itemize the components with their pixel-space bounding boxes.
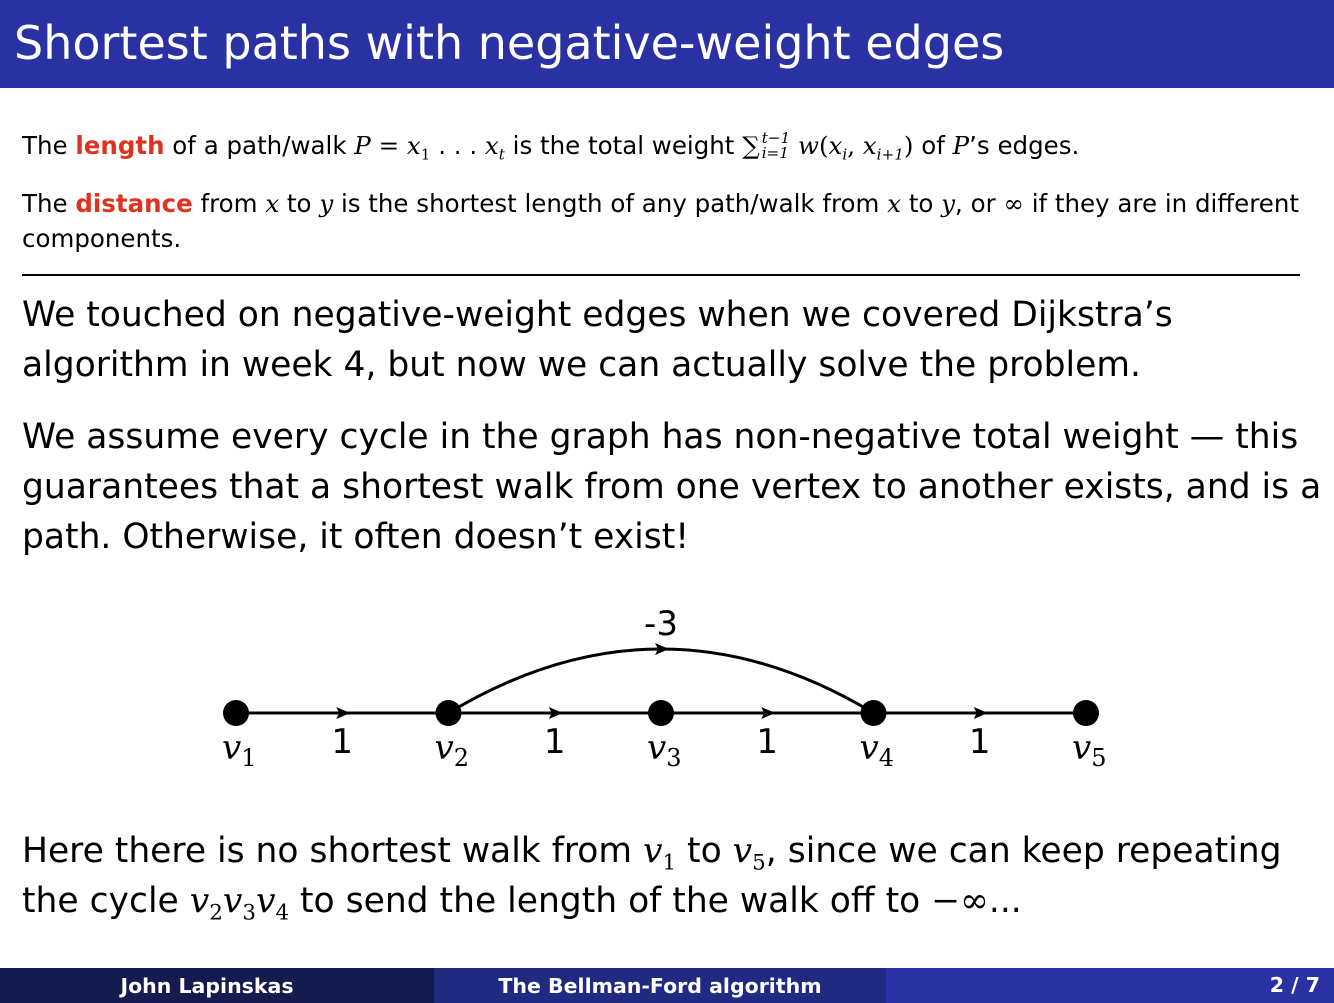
footer-bar bbox=[0, 968, 1334, 1003]
paragraph-conclusion: Here there is no shortest walk from $v_1$ to $v_5$, since we can keep repeating the cycle $v_2v_3v_4$ to send the length of the walk off to −∞... bbox=[22, 831, 1282, 926]
edge-weight-label-negative: -3 bbox=[644, 604, 678, 644]
vertex-label-v5: $v_5$ bbox=[1072, 728, 1107, 772]
paragraph-dijkstra bbox=[22, 290, 1322, 390]
footer-page: 2 / 7 bbox=[886, 968, 1334, 1003]
vertex-v4 bbox=[861, 700, 887, 726]
vertex-v3 bbox=[648, 700, 674, 726]
term-length: length bbox=[75, 131, 165, 160]
paragraph-assumption-text: We assume every cycle in the graph has non-negative total weight — this guarantees that a shortest walk from one vertex to another exists, and is a path. Otherwise, it often doesn’t exist! bbox=[22, 417, 1322, 557]
vertex-v1 bbox=[223, 700, 249, 726]
paragraph-dijkstra-text: We touched on negative-weight edges when we covered Dijkstra’s algorithm in week 4, but now we can actually solve the problem. bbox=[22, 295, 1173, 385]
vertex-v2 bbox=[436, 700, 462, 726]
vertex-label-v2: $v_2$ bbox=[434, 728, 469, 772]
edge-weight-label: 1 bbox=[331, 722, 354, 762]
graph-diagram bbox=[0, 590, 1334, 790]
edge-weight-label: 1 bbox=[968, 722, 991, 762]
footer-author: John Lapinskas bbox=[0, 968, 434, 1003]
slide-title: Shortest paths with negative-weight edges bbox=[14, 16, 1005, 70]
vertex-v5 bbox=[1073, 700, 1099, 726]
title-bar bbox=[0, 0, 1334, 88]
length-definition: The length of a path/walk $P = x_1$ . . . $x_t$ is the total weight ∑ t−1 i=1 $w(x_i$, $x_{i+1}$) of P’s edges. bbox=[22, 129, 1080, 164]
term-distance: distance bbox=[75, 189, 193, 218]
edge-weight-label: 1 bbox=[756, 722, 779, 762]
distance-definition: The distance from x to y is the shortest length of any path/walk from x to y, or ∞ if they are in different components. bbox=[22, 189, 1299, 253]
vertex-label-v3: $v_3$ bbox=[647, 728, 682, 772]
graph-labels bbox=[222, 604, 1107, 772]
divider-rule bbox=[22, 274, 1300, 276]
vertex-label-v4: $v_4$ bbox=[859, 728, 894, 772]
paragraph-assumption bbox=[22, 412, 1322, 562]
vertex-label-v1: $v_1$ bbox=[222, 728, 257, 772]
edge-weight-label: 1 bbox=[543, 722, 566, 762]
footer-topic: The Bellman-Ford algorithm bbox=[434, 968, 886, 1003]
sum-symbol: ∑ bbox=[742, 131, 760, 160]
